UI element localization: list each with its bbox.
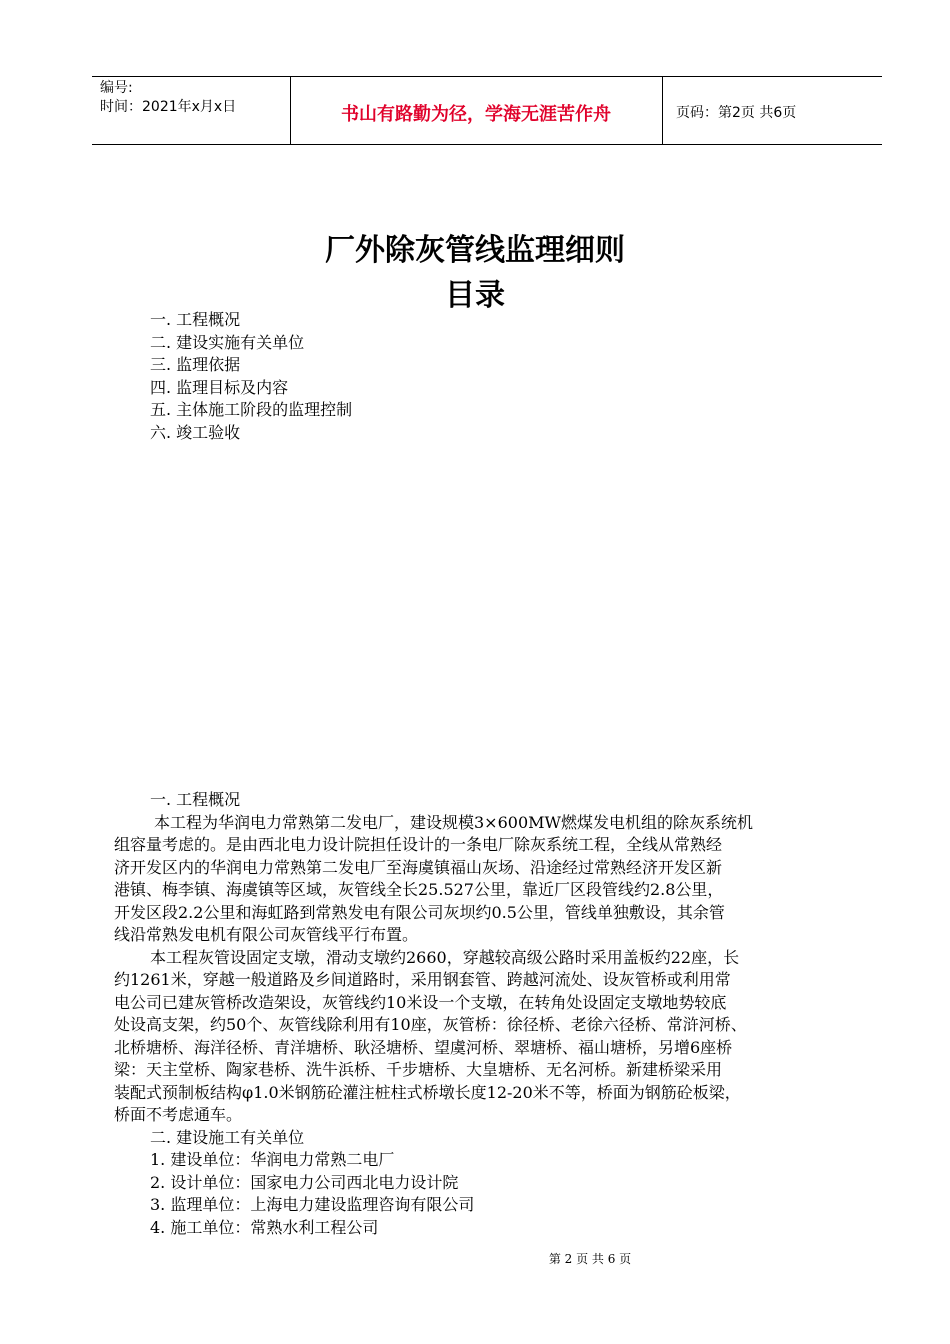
paragraph-line: 本工程灰管设固定支墩，滑动支墩约2660，穿越较高级公路时采用盖板约22座，长 [150,947,740,967]
table-of-contents [150,309,352,444]
paragraph-line: 约1261米，穿越一般道路及乡间道路时，采用钢套管、跨越河流处、设灰管桥或利用常 [114,970,731,989]
footer-page-number: 第 2 页 共 6 页 [548,1252,632,1266]
paragraph-line: 开发区段2.2公里和海虹路到常熟发电有限公司灰坝约0.5公里，管线单独敷设，其余管 [114,902,725,922]
header-number-label: 编号: [100,80,133,96]
header-time-label: 时间：2021年x月x日 [100,99,237,115]
paragraph-line: 处设高支架，约50个、灰管线除利用有10座，灰管桥：徐径桥、老徐六径桥、常浒河桥、 [114,1015,747,1034]
paragraph-line: 线沿常熟发电机有限公司灰管线平行布置。 [114,925,419,944]
paragraph-line: 本工程为华润电力常熟第二发电厂，建设规模3×600MW燃煤发电机组的除灰系统机 [154,812,753,832]
section2-list [114,1149,874,1239]
header-meta [100,79,236,117]
paragraph-line: 电公司已建灰管桥改造架设，灰管线约10米设一个支墩，在转角处设固定支墩地势较底 [114,992,727,1012]
header-divider-right [662,77,663,144]
header-bottom-rule [92,144,882,145]
paragraph-line: 桥面不考虑通车。 [114,1105,243,1124]
toc-item: 四. 监理目标及内容 [150,377,289,397]
paragraph-line: 组容量考虑的。是由西北电力设计院担任设计的一条电厂除灰系统工程，全线从常熟经 [114,835,723,854]
header-page-label: 页码：第2页 共6页 [676,105,797,121]
list-item: 4. 施工单位：常熟水利工程公司 [150,1217,379,1237]
list-item: 1. 建设单位：华润电力常熟二电厂 [150,1150,395,1169]
header-motto: 书山有路勤为径，学海无涯苦作舟 [341,104,611,125]
toc-item: 一. 工程概况 [150,310,241,329]
toc-item: 二. 建设实施有关单位 [150,332,305,352]
page-footer [0,1250,950,1267]
document-title: 厂外除灰管线监理细则 [325,233,625,268]
section1-paragraph1 [114,812,874,947]
section2-heading: 二. 建设施工有关单位 [150,1127,305,1147]
header-top-rule [92,76,882,77]
section1-heading: 一. 工程概况 [150,790,241,809]
paragraph-line: 装配式预制板结构φ1.0米钢筋砼灌注桩柱式桥墩长度12-20米不等，桥面为钢筋砼板梁， [114,1082,741,1102]
section1-paragraph2 [114,947,874,1127]
paragraph-line: 济开发区内的华润电力常熟第二发电厂至海虞镇福山灰场、沿途经过常熟经济开发区新 [114,857,723,877]
list-item: 3. 监理单位：上海电力建设监理咨询有限公司 [150,1195,475,1214]
paragraph-line: 北桥塘桥、海洋径桥、青洋塘桥、耿泾塘桥、望虞河桥、翠塘桥、福山塘桥，另增6座桥 [114,1037,733,1057]
toc-title: 目录 [445,278,505,313]
paragraph-line: 梁：天主堂桥、陶家巷桥、洗牛浜桥、千步塘桥、大皇塘桥、无名河桥。新建桥梁采用 [114,1060,723,1079]
paragraph-line: 港镇、梅李镇、海虞镇等区域，灰管线全长25.527公里，靠近厂区段管线约2.8公里， [114,880,724,899]
list-item: 2. 设计单位：国家电力公司西北电力设计院 [150,1172,459,1192]
toc-item: 六. 竣工验收 [150,422,241,442]
toc-item: 三. 监理依据 [150,355,241,374]
toc-item: 五. 主体施工阶段的监理控制 [150,400,353,419]
document-body [114,789,874,1239]
